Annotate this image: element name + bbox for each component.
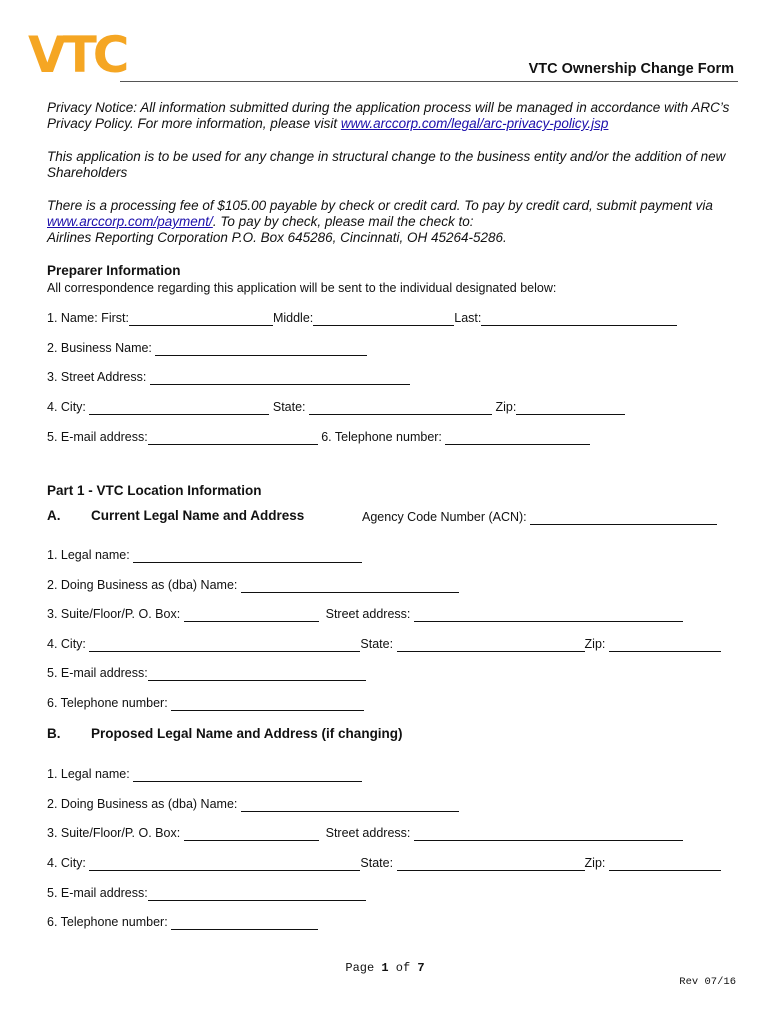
b-email-row <box>47 885 366 901</box>
page-current: 1 <box>381 961 389 975</box>
fee-notice-text-2: . To pay by check, please mail the check to: <box>212 214 474 229</box>
b-city-field[interactable] <box>89 856 360 871</box>
a-city-label: 4. City: <box>47 637 86 651</box>
business-name-label: 2. Business Name: <box>47 341 152 355</box>
b-email-label: 5. E-mail address: <box>47 886 148 900</box>
preparer-business-row <box>47 340 367 356</box>
zip-label: Zip: <box>495 400 517 414</box>
acn-label: Agency Code Number (ACN): <box>362 510 527 524</box>
b-dba-label: 2. Doing Business as (dba) Name: <box>47 797 238 811</box>
privacy-notice <box>47 100 737 132</box>
revision-label: Rev 07/16 <box>679 976 736 988</box>
page-total: 7 <box>417 961 425 975</box>
city-label: 4. City: <box>47 400 86 414</box>
fee-notice <box>47 198 737 246</box>
a-street-field[interactable] <box>414 607 683 622</box>
middle-name-field[interactable] <box>313 311 454 326</box>
b-suite-label: 3. Suite/Floor/P. O. Box: <box>47 826 181 840</box>
page-number <box>0 961 770 975</box>
section-b-title: Proposed Legal Name and Address (if changing) <box>91 726 403 741</box>
street-address-field[interactable] <box>150 370 410 385</box>
privacy-policy-link[interactable]: www.arccorp.com/legal/arc-privacy-policy.jsp <box>340 116 609 131</box>
a-email-row <box>47 665 366 681</box>
a-suite-field[interactable] <box>184 607 319 622</box>
zip-field[interactable] <box>516 400 625 415</box>
a-legal-name-row <box>47 547 362 563</box>
header-divider <box>120 81 738 82</box>
page-of: of <box>388 961 418 975</box>
a-city-row <box>47 636 721 652</box>
payment-link[interactable]: www.arccorp.com/payment/ <box>47 214 213 229</box>
a-phone-field[interactable] <box>171 696 364 711</box>
preparer-street-row <box>47 369 410 385</box>
preparer-name-row <box>47 310 677 326</box>
state-field[interactable] <box>309 400 492 415</box>
b-zip-field[interactable] <box>609 856 721 871</box>
business-name-field[interactable] <box>155 341 367 356</box>
preparer-subtext: All correspondence regarding this application will be sent to the individual designated below: <box>47 281 557 295</box>
a-zip-field[interactable] <box>609 637 721 652</box>
a-email-field[interactable] <box>148 666 366 681</box>
a-state-field[interactable] <box>397 637 585 652</box>
section-b-letter: B. <box>47 726 61 741</box>
a-email-label: 5. E-mail address: <box>47 666 148 680</box>
b-street-label: Street address: <box>325 826 411 840</box>
acn-row <box>362 509 717 525</box>
section-a-letter: A. <box>47 508 61 523</box>
a-state-label: State: <box>360 637 394 651</box>
last-name-label: Last: <box>454 311 482 325</box>
email-label: 5. E-mail address: <box>47 430 148 444</box>
a-zip-label: Zip: <box>584 637 606 651</box>
b-phone-field[interactable] <box>171 915 318 930</box>
a-phone-row <box>47 695 364 711</box>
a-legal-name-label: 1. Legal name: <box>47 548 130 562</box>
privacy-notice-text: Privacy Notice: All information submitted during the application process will be managed in accordance with ARC’s Privacy Policy. For more information, please visit <box>47 100 730 131</box>
vtc-logo: VTC <box>28 26 126 84</box>
mailing-address: Airlines Reporting Corporation P.O. Box 645286, Cincinnati, OH 45264-5286. <box>47 230 507 245</box>
last-name-field[interactable] <box>481 311 677 326</box>
section-a-title: Current Legal Name and Address <box>91 508 305 523</box>
form-title: VTC Ownership Change Form <box>528 61 734 77</box>
part1-heading: Part 1 - VTC Location Information <box>47 483 262 498</box>
preparer-city-row <box>47 399 625 415</box>
b-phone-label: 6. Telephone number: <box>47 915 168 929</box>
phone-field[interactable] <box>445 430 590 445</box>
b-email-field[interactable] <box>148 886 366 901</box>
b-legal-name-row <box>47 766 362 782</box>
preparer-heading: Preparer Information <box>47 263 181 278</box>
b-city-row <box>47 855 721 871</box>
b-state-field[interactable] <box>397 856 585 871</box>
b-legal-name-field[interactable] <box>133 767 362 782</box>
first-name-label: 1. Name: First: <box>47 311 129 325</box>
a-dba-row <box>47 577 459 593</box>
middle-name-label: Middle: <box>272 311 314 325</box>
street-address-label: 3. Street Address: <box>47 370 147 384</box>
b-suite-field[interactable] <box>184 826 319 841</box>
b-zip-label: Zip: <box>584 856 606 870</box>
fee-notice-text: There is a processing fee of $105.00 payable by check or credit card. To pay by credit card, submit payment via <box>47 198 713 213</box>
first-name-field[interactable] <box>129 311 273 326</box>
b-city-label: 4. City: <box>47 856 86 870</box>
b-street-field[interactable] <box>414 826 683 841</box>
email-field[interactable] <box>148 430 318 445</box>
page-prefix: Page <box>345 961 382 975</box>
city-field[interactable] <box>89 400 269 415</box>
acn-field[interactable] <box>530 510 717 525</box>
a-dba-field[interactable] <box>241 578 459 593</box>
preparer-contact-row <box>47 429 590 445</box>
b-dba-field[interactable] <box>241 797 459 812</box>
application-purpose: This application is to be used for any change in structural change to the business entity and/or the addition of new Shareholders <box>47 149 726 180</box>
b-legal-name-label: 1. Legal name: <box>47 767 130 781</box>
b-suite-row <box>47 825 683 841</box>
state-label: State: <box>272 400 306 414</box>
a-legal-name-field[interactable] <box>133 548 362 563</box>
b-dba-row <box>47 796 459 812</box>
a-city-field[interactable] <box>89 637 360 652</box>
b-state-label: State: <box>360 856 394 870</box>
phone-label: 6. Telephone number: <box>321 430 442 444</box>
a-phone-label: 6. Telephone number: <box>47 696 168 710</box>
a-suite-label: 3. Suite/Floor/P. O. Box: <box>47 607 181 621</box>
b-phone-row <box>47 914 318 930</box>
a-suite-row <box>47 606 683 622</box>
a-dba-label: 2. Doing Business as (dba) Name: <box>47 578 238 592</box>
a-street-label: Street address: <box>325 607 411 621</box>
